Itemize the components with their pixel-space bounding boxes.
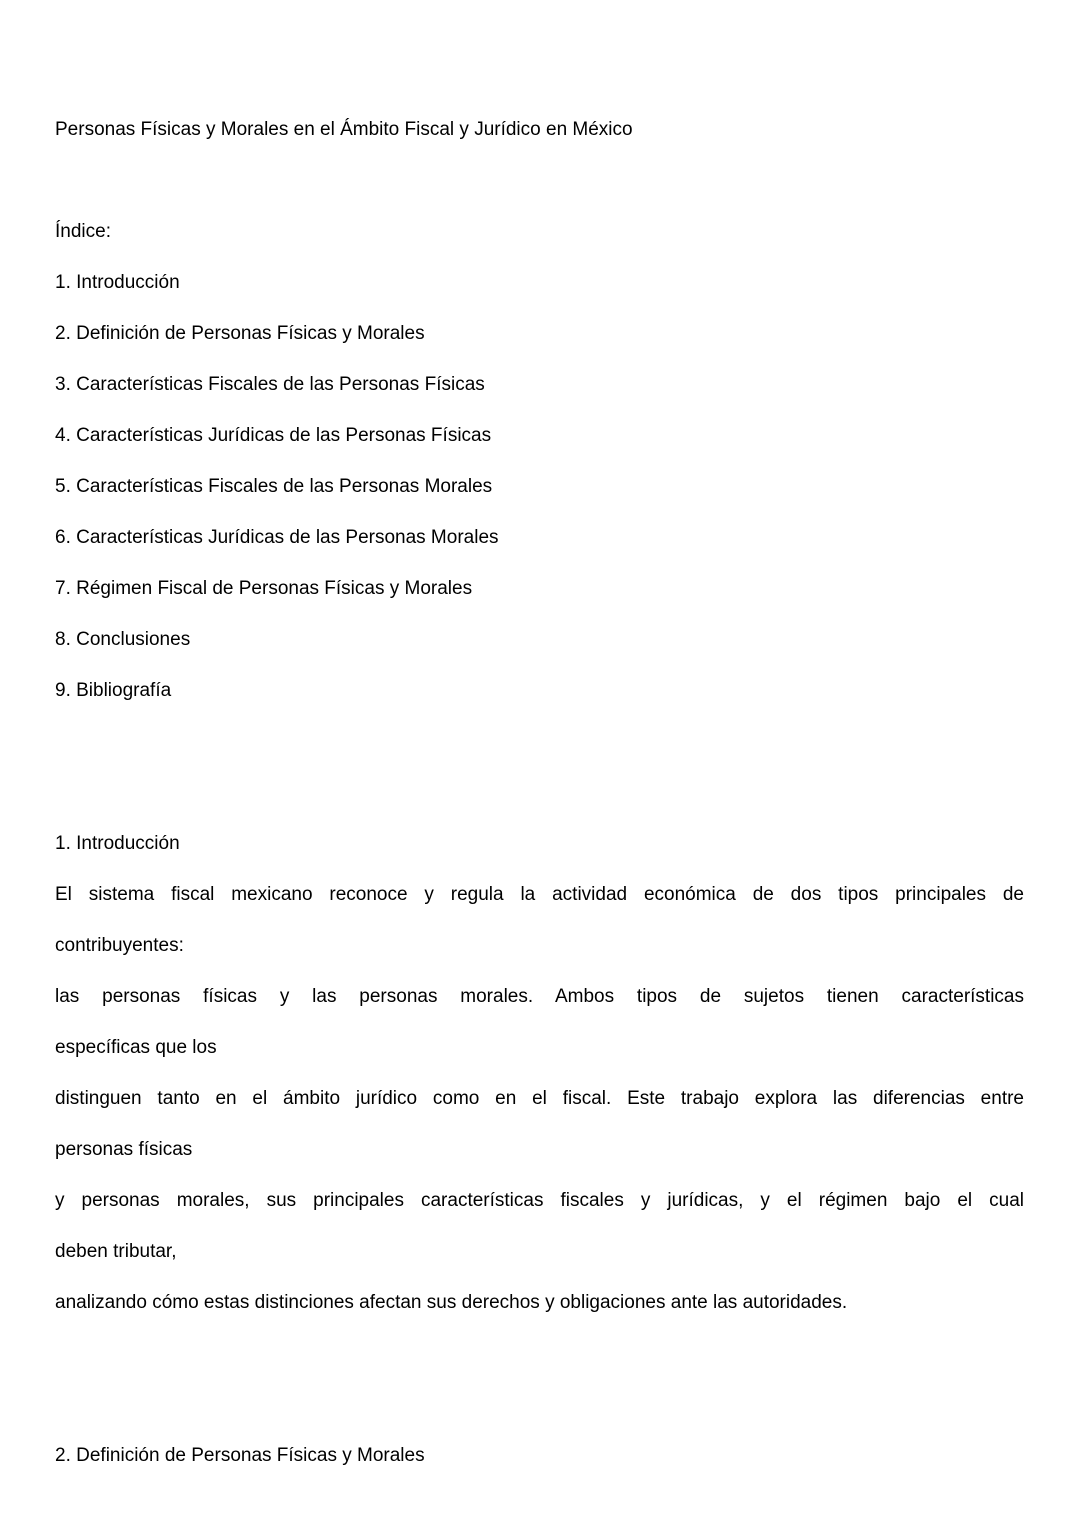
page-title: Personas Físicas y Morales en el Ámbito Fiscal y Jurídico en México <box>55 119 633 140</box>
index-label: Índice: <box>55 221 111 242</box>
section-heading-introduccion: 1. Introducción <box>55 833 180 854</box>
body-line: distinguen tanto en el ámbito jurídico como en el fiscal. Este trabajo explora las diferencias entre <box>55 1088 1024 1109</box>
section-heading-definicion: 2. Definición de Personas Físicas y Morales <box>55 1445 425 1466</box>
index-item-1: 1. Introducción <box>55 272 180 293</box>
body-line: específicas que los <box>55 1037 217 1058</box>
body-line: contribuyentes: <box>55 935 184 956</box>
title-index-spacer <box>55 155 1024 206</box>
index-item-8: 8. Conclusiones <box>55 629 191 650</box>
index-item-4: 4. Características Jurídicas de las Personas Físicas <box>55 425 492 446</box>
index-item-5: 5. Características Fiscales de las Personas Morales <box>55 476 493 497</box>
index-item-6: 6. Características Jurídicas de las Personas Morales <box>55 527 499 548</box>
index-section-spacer-2 <box>55 767 1024 818</box>
index-item-9: 9. Bibliografía <box>55 680 172 701</box>
body-line: personas físicas <box>55 1139 193 1160</box>
body-line: El sistema fiscal mexicano reconoce y regula la actividad económica de dos tipos principales de <box>55 884 1024 905</box>
section-gap-spacer <box>55 1328 1024 1379</box>
index-section-spacer <box>55 716 1024 767</box>
index-item-7: 7. Régimen Fiscal de Personas Físicas y Morales <box>55 578 473 599</box>
index-item-2: 2. Definición de Personas Físicas y Morales <box>55 323 425 344</box>
body-line: analizando cómo estas distinciones afectan sus derechos y obligaciones ante las autoridades. <box>55 1292 848 1313</box>
index-item-3: 3. Características Fiscales de las Personas Físicas <box>55 374 485 395</box>
body-line: las personas físicas y las personas morales. Ambos tipos de sujetos tienen características <box>55 986 1024 1007</box>
body-line: y personas morales, sus principales características fiscales y jurídicas, y el régimen bajo el cual <box>55 1190 1024 1211</box>
document-content <box>55 0 1024 1481</box>
section-gap-spacer-2 <box>55 1379 1024 1430</box>
introduction-paragraph <box>55 869 1024 1328</box>
index-list <box>55 257 1024 716</box>
body-line: deben tributar, <box>55 1241 177 1262</box>
